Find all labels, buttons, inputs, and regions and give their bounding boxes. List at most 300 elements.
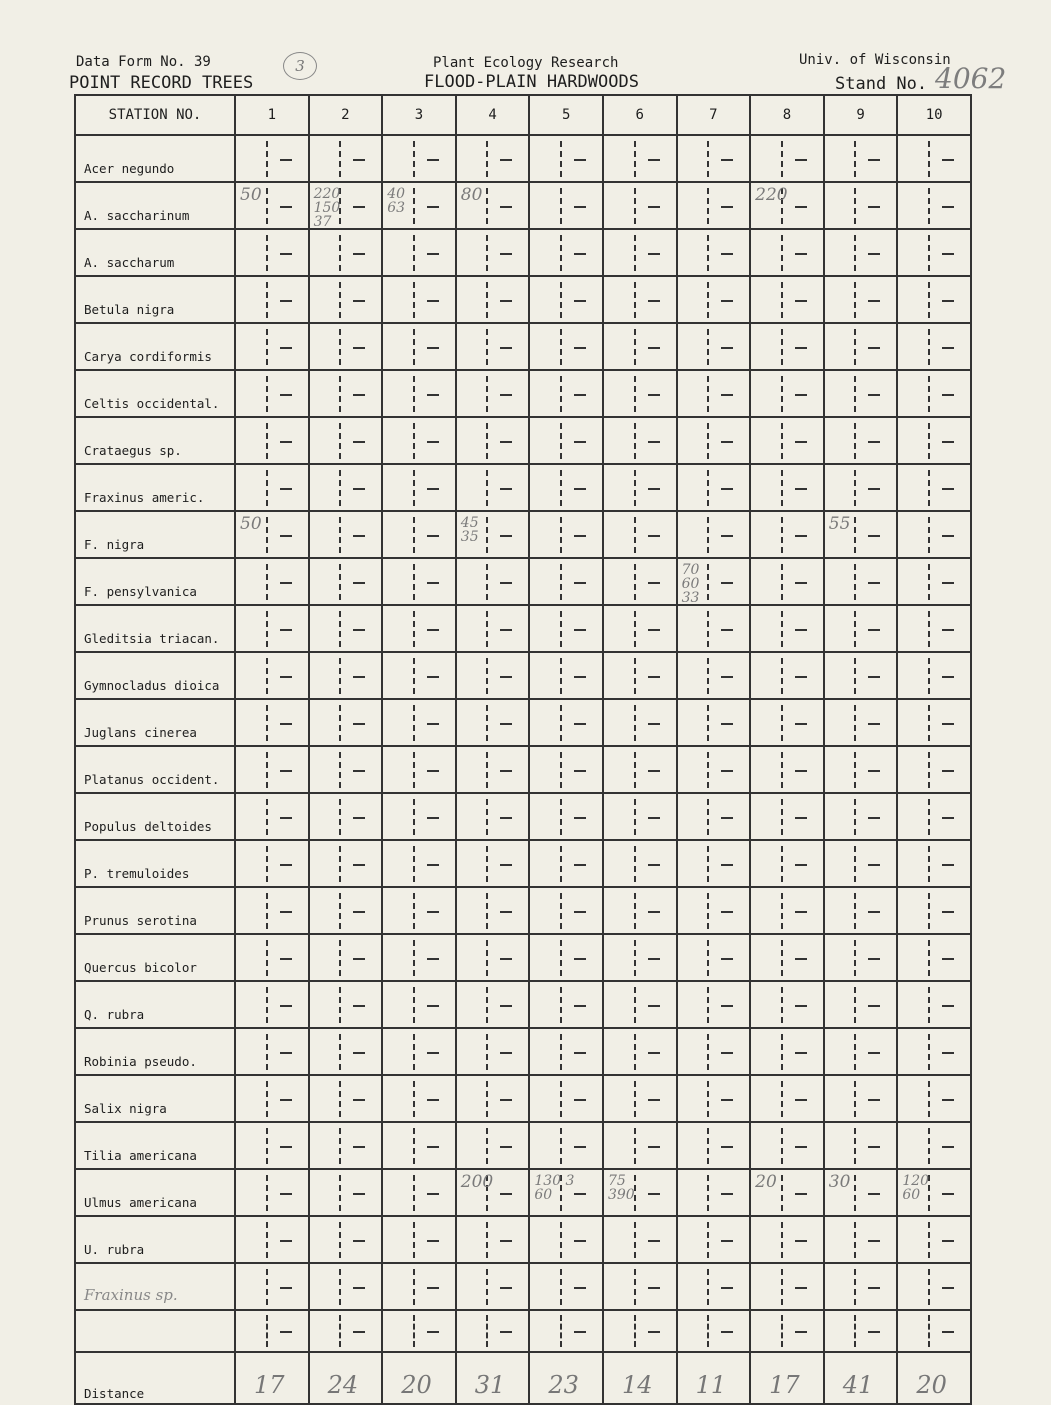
record-cell	[529, 934, 603, 981]
record-cell	[603, 652, 677, 699]
species-row	[75, 981, 971, 1028]
record-cell	[824, 934, 898, 981]
record-cell	[529, 229, 603, 276]
distance-value: 31	[474, 1371, 506, 1399]
record-cell	[382, 793, 456, 840]
record-cell	[235, 981, 309, 1028]
record-cell	[456, 1122, 530, 1169]
record-cell	[309, 1122, 383, 1169]
species-row	[75, 1263, 971, 1310]
record-cell	[824, 135, 898, 182]
record-cell	[529, 370, 603, 417]
record-cell	[897, 276, 971, 323]
record-cell	[824, 840, 898, 887]
species-name: Quercus bicolor	[75, 934, 235, 981]
record-cell	[603, 793, 677, 840]
record-cell	[309, 605, 383, 652]
record-cell	[235, 1075, 309, 1122]
record-cell	[603, 558, 677, 605]
record-cell	[750, 887, 824, 934]
record-cell	[677, 1216, 751, 1263]
record-cell	[897, 934, 971, 981]
record-cell	[677, 558, 751, 605]
record-cell	[897, 182, 971, 229]
record-cell	[456, 1169, 530, 1216]
species-name: F. pensylvanica	[75, 558, 235, 605]
record-cell	[603, 934, 677, 981]
record-cell	[750, 652, 824, 699]
record-cell	[677, 1263, 751, 1310]
record-cell	[677, 981, 751, 1028]
record-cell	[603, 887, 677, 934]
record-cell	[529, 699, 603, 746]
station-header-7: 7	[677, 95, 751, 135]
species-name: Q. rubra	[75, 981, 235, 1028]
record-cell	[897, 417, 971, 464]
species-name: A. saccharum	[75, 229, 235, 276]
record-cell	[677, 1122, 751, 1169]
record-cell	[824, 793, 898, 840]
species-name: Prunus serotina	[75, 887, 235, 934]
record-cell	[897, 1122, 971, 1169]
stand-number: 4062	[935, 62, 1007, 95]
record-cell	[309, 417, 383, 464]
species-row	[75, 1169, 971, 1216]
record-cell	[382, 1169, 456, 1216]
record-cell	[529, 652, 603, 699]
record-cell	[529, 464, 603, 511]
record-cell	[382, 323, 456, 370]
distance-label: Distance	[75, 1352, 235, 1404]
record-cell	[750, 934, 824, 981]
species-row	[75, 511, 971, 558]
distance-value: 14	[621, 1371, 653, 1399]
record-cell	[456, 370, 530, 417]
record-cell	[382, 276, 456, 323]
record-cell	[603, 981, 677, 1028]
record-cell	[897, 464, 971, 511]
record-cell	[824, 417, 898, 464]
station-no-label: STATION NO.	[75, 95, 235, 135]
record-cell	[529, 558, 603, 605]
record-cell	[235, 934, 309, 981]
stand-label: Stand No.	[835, 74, 928, 94]
record-cell	[824, 464, 898, 511]
distance-value: 41	[842, 1371, 874, 1399]
species-row	[75, 1122, 971, 1169]
record-cell	[750, 793, 824, 840]
species-row	[75, 1075, 971, 1122]
species-name: Platanus occident.	[75, 746, 235, 793]
university: Univ. of Wisconsin	[799, 52, 951, 68]
handwritten-value: 75 390	[607, 1173, 635, 1203]
distance-value: 17	[254, 1371, 285, 1399]
record-cell	[824, 1075, 898, 1122]
species-row	[75, 840, 971, 887]
record-cell	[456, 605, 530, 652]
record-cell	[456, 934, 530, 981]
handwritten-value: 30	[828, 1172, 851, 1192]
record-cell	[235, 840, 309, 887]
record-cell	[382, 1216, 456, 1263]
record-cell	[382, 981, 456, 1028]
record-cell	[603, 182, 677, 229]
record-cell	[824, 1169, 898, 1216]
record-cell	[677, 464, 751, 511]
record-cell	[382, 370, 456, 417]
species-row	[75, 699, 971, 746]
record-cell	[677, 1169, 751, 1216]
record-cell	[750, 1216, 824, 1263]
species-row	[75, 464, 971, 511]
record-cell	[235, 652, 309, 699]
blank-row	[75, 1310, 971, 1352]
species-row	[75, 135, 971, 182]
record-cell	[235, 229, 309, 276]
record-cell	[750, 464, 824, 511]
record-cell	[750, 1122, 824, 1169]
species-name: F. nigra	[75, 511, 235, 558]
record-cell	[750, 1075, 824, 1122]
record-cell	[456, 1028, 530, 1075]
species-name: Salix nigra	[75, 1075, 235, 1122]
record-cell	[750, 370, 824, 417]
species-name: U. rubra	[75, 1216, 235, 1263]
species-row	[75, 746, 971, 793]
record-cell	[309, 652, 383, 699]
species-name: Fraxinus americ.	[75, 464, 235, 511]
record-cell	[529, 1169, 603, 1216]
record-cell	[456, 1263, 530, 1310]
record-cell	[529, 276, 603, 323]
species-name: Tilia americana	[75, 1122, 235, 1169]
record-cell	[824, 652, 898, 699]
distance-cell	[603, 1352, 677, 1404]
record-cell	[529, 1216, 603, 1263]
record-cell	[309, 229, 383, 276]
record-cell	[309, 887, 383, 934]
record-cell	[897, 652, 971, 699]
station-header-1: 1	[235, 95, 309, 135]
record-cell	[750, 558, 824, 605]
record-cell	[456, 323, 530, 370]
species-row	[75, 182, 971, 229]
record-cell	[677, 1028, 751, 1075]
record-cell	[529, 840, 603, 887]
species-row	[75, 229, 971, 276]
record-cell	[603, 605, 677, 652]
record-cell	[309, 276, 383, 323]
record-cell	[824, 605, 898, 652]
record-cell	[382, 934, 456, 981]
page-circle-number: 3	[283, 52, 317, 80]
species-row	[75, 323, 971, 370]
record-cell	[677, 323, 751, 370]
record-cell	[456, 511, 530, 558]
record-cell	[897, 840, 971, 887]
record-cell	[456, 135, 530, 182]
record-cell	[456, 793, 530, 840]
record-cell	[824, 558, 898, 605]
record-cell	[235, 558, 309, 605]
record-cell	[750, 840, 824, 887]
record-cell	[309, 370, 383, 417]
record-cell	[309, 135, 383, 182]
distance-value: 11	[695, 1371, 727, 1399]
record-cell	[750, 746, 824, 793]
distance-cell	[677, 1352, 751, 1404]
handwritten-value: 40 63	[387, 186, 406, 216]
record-cell	[529, 1122, 603, 1169]
record-cell	[603, 746, 677, 793]
record-cell	[677, 746, 751, 793]
record-cell	[235, 1263, 309, 1310]
station-header-10: 10	[897, 95, 971, 135]
record-cell	[677, 511, 751, 558]
record-cell	[824, 182, 898, 229]
distance-cell	[824, 1352, 898, 1404]
record-cell	[456, 699, 530, 746]
record-cell	[750, 276, 824, 323]
record-cell	[677, 887, 751, 934]
station-header-9: 9	[824, 95, 898, 135]
record-cell	[382, 605, 456, 652]
record-cell	[603, 1122, 677, 1169]
handwritten-value: 45 35	[460, 515, 479, 545]
record-cell	[824, 1216, 898, 1263]
record-cell	[677, 840, 751, 887]
record-cell	[456, 182, 530, 229]
species-name: Juglans cinerea	[75, 699, 235, 746]
species-name: Ulmus americana	[75, 1169, 235, 1216]
record-cell	[456, 1216, 530, 1263]
species-name: Robinia pseudo.	[75, 1028, 235, 1075]
record-cell	[456, 276, 530, 323]
record-cell	[677, 699, 751, 746]
record-cell	[897, 229, 971, 276]
record-cell	[897, 746, 971, 793]
species-row	[75, 652, 971, 699]
record-cell	[603, 699, 677, 746]
record-cell	[309, 1028, 383, 1075]
record-cell	[382, 1122, 456, 1169]
record-cell	[235, 464, 309, 511]
distance-row	[75, 1352, 971, 1404]
record-cell	[897, 511, 971, 558]
distance-cell	[529, 1352, 603, 1404]
record-cell	[897, 887, 971, 934]
handwritten-value: 120 60	[902, 1173, 930, 1203]
record-cell	[603, 323, 677, 370]
station-header-8: 8	[750, 95, 824, 135]
record-cell	[529, 1263, 603, 1310]
handwritten-value: 55	[828, 514, 851, 534]
record-cell	[382, 699, 456, 746]
record-cell	[603, 1169, 677, 1216]
handwritten-value: 50	[240, 185, 262, 205]
record-cell	[529, 1075, 603, 1122]
species-name: Crataegus sp.	[75, 417, 235, 464]
distance-cell	[456, 1352, 530, 1404]
record-cell	[529, 887, 603, 934]
record-cell	[897, 135, 971, 182]
species-name: Betula nigra	[75, 276, 235, 323]
species-row	[75, 1028, 971, 1075]
record-cell	[382, 229, 456, 276]
species-name: Acer negundo	[75, 135, 235, 182]
record-cell	[382, 1028, 456, 1075]
distance-cell	[750, 1352, 824, 1404]
record-cell	[824, 1122, 898, 1169]
record-cell	[824, 746, 898, 793]
handwritten-value: 220 150 37	[313, 186, 341, 229]
form-number: Data Form No. 39	[76, 54, 211, 70]
record-cell	[309, 699, 383, 746]
record-cell	[309, 981, 383, 1028]
record-cell	[529, 1028, 603, 1075]
record-cell	[897, 323, 971, 370]
record-cell	[235, 511, 309, 558]
record-cell	[897, 1169, 971, 1216]
record-cell	[750, 182, 824, 229]
record-cell	[309, 934, 383, 981]
record-cell	[529, 746, 603, 793]
distance-cell	[897, 1352, 971, 1404]
record-cell	[750, 981, 824, 1028]
record-cell	[824, 1028, 898, 1075]
record-cell	[235, 182, 309, 229]
species-name: Celtis occidental.	[75, 370, 235, 417]
species-row	[75, 934, 971, 981]
record-cell	[824, 323, 898, 370]
record-cell	[603, 511, 677, 558]
record-cell	[235, 1216, 309, 1263]
record-cell	[677, 1075, 751, 1122]
record-cell	[824, 1263, 898, 1310]
record-cell	[824, 981, 898, 1028]
station-header-5: 5	[529, 95, 603, 135]
record-cell	[603, 464, 677, 511]
record-cell	[603, 417, 677, 464]
species-row	[75, 887, 971, 934]
record-cell	[750, 699, 824, 746]
species-row	[75, 276, 971, 323]
record-cell	[529, 417, 603, 464]
record-cell	[382, 182, 456, 229]
record-cell	[235, 1028, 309, 1075]
record-cell	[677, 417, 751, 464]
station-header-6: 6	[603, 95, 677, 135]
record-cell	[677, 135, 751, 182]
record-cell	[309, 182, 383, 229]
record-cell	[235, 1169, 309, 1216]
record-cell	[235, 746, 309, 793]
record-cell	[456, 417, 530, 464]
species-name: P. tremuloides	[75, 840, 235, 887]
record-cell	[529, 182, 603, 229]
record-cell	[382, 746, 456, 793]
record-cell	[603, 229, 677, 276]
record-cell	[382, 1075, 456, 1122]
species-row	[75, 558, 971, 605]
record-cell	[677, 182, 751, 229]
record-cell	[382, 511, 456, 558]
record-cell	[603, 276, 677, 323]
record-cell	[309, 1263, 383, 1310]
distance-cell	[235, 1352, 309, 1404]
record-cell	[382, 840, 456, 887]
record-cell	[897, 1028, 971, 1075]
record-cell	[824, 511, 898, 558]
handwritten-value: 20	[755, 1172, 777, 1192]
record-cell	[456, 558, 530, 605]
record-cell	[603, 1263, 677, 1310]
record-cell	[897, 699, 971, 746]
record-cell	[456, 981, 530, 1028]
species-name: Gleditsia triacan.	[75, 605, 235, 652]
record-cell	[750, 1263, 824, 1310]
record-cell	[309, 840, 383, 887]
record-cell	[235, 793, 309, 840]
record-cell	[235, 417, 309, 464]
record-cell	[603, 135, 677, 182]
record-cell	[603, 1075, 677, 1122]
record-cell	[529, 323, 603, 370]
record-cell	[456, 1075, 530, 1122]
record-cell	[750, 605, 824, 652]
record-cell	[677, 934, 751, 981]
record-cell	[309, 746, 383, 793]
record-cell	[529, 605, 603, 652]
record-cell	[382, 464, 456, 511]
record-cell	[309, 323, 383, 370]
record-cell	[235, 135, 309, 182]
record-cell	[529, 135, 603, 182]
record-cell	[824, 699, 898, 746]
record-cell	[677, 605, 751, 652]
record-cell	[456, 840, 530, 887]
record-cell	[824, 276, 898, 323]
distance-value: 20	[916, 1371, 947, 1399]
species-name: Fraxinus sp.	[75, 1263, 235, 1310]
record-cell	[897, 981, 971, 1028]
record-cell	[603, 1216, 677, 1263]
org-line1: Plant Ecology Research	[433, 55, 619, 71]
record-cell	[309, 464, 383, 511]
station-header-2: 2	[309, 95, 383, 135]
record-cell	[897, 793, 971, 840]
record-cell	[677, 652, 751, 699]
species-name: Gymnocladus dioica	[75, 652, 235, 699]
record-cell	[750, 417, 824, 464]
record-cell	[235, 370, 309, 417]
station-header-3: 3	[382, 95, 456, 135]
record-cell	[309, 1075, 383, 1122]
record-cell	[897, 1075, 971, 1122]
handwritten-value: 130 3 60	[534, 1173, 575, 1203]
record-cell	[382, 558, 456, 605]
species-row	[75, 793, 971, 840]
record-cell	[897, 558, 971, 605]
station-header-4: 4	[456, 95, 530, 135]
record-cell	[382, 1263, 456, 1310]
record-cell	[677, 229, 751, 276]
record-cell	[235, 276, 309, 323]
record-cell	[309, 1169, 383, 1216]
record-cell	[456, 229, 530, 276]
form-title: POINT RECORD TREES	[69, 73, 254, 93]
record-cell	[456, 464, 530, 511]
